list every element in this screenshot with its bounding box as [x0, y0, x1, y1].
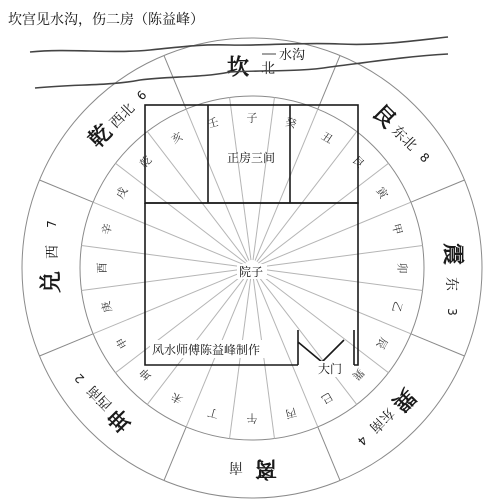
palace-divider: [164, 56, 186, 110]
trigram-qian: [83, 83, 153, 153]
trigram-number: 3: [445, 308, 459, 316]
trigram-dui: [39, 220, 65, 293]
mountain-label: 巳: [318, 389, 336, 407]
palace-divider: [164, 427, 186, 481]
mountain-label: 酉: [95, 262, 109, 274]
palace-divider: [411, 180, 465, 202]
palace-divider: [411, 334, 465, 356]
mountain-label: 壬: [206, 115, 221, 131]
palace-divider: [40, 180, 94, 202]
compass-ray: [259, 271, 411, 334]
courtyard-label: 院子: [239, 265, 264, 279]
compass-ray: [147, 274, 247, 404]
trigram-char: 兑: [39, 270, 65, 294]
compass-ray: [255, 109, 318, 261]
trigram-char: 乾: [84, 119, 118, 154]
water-channel-label: 水沟: [279, 48, 306, 63]
mountain-label: 辛: [99, 222, 115, 237]
palace-divider: [40, 334, 94, 356]
trigram-char: 震: [439, 242, 465, 266]
trigram-char: 艮: [366, 100, 401, 134]
trigram-xun: [351, 383, 420, 452]
trigram-direction: 东: [443, 277, 459, 291]
compass-ray: [93, 202, 245, 265]
compass-ray: [186, 109, 249, 261]
mountain-label: 癸: [283, 115, 298, 131]
main-house-label: 正房三间: [227, 151, 276, 165]
trigram-char: 坎: [226, 55, 250, 81]
trigram-number: 2: [71, 370, 88, 386]
compass-ray: [259, 202, 411, 265]
trigram-number: 7: [45, 220, 59, 228]
compass-ray: [258, 163, 388, 263]
compass-ray: [116, 163, 246, 263]
trigram-kun: [68, 367, 137, 436]
trigram-kan: [227, 56, 275, 81]
trigram-direction: 西: [45, 245, 61, 259]
mountain-label: 坤: [137, 365, 155, 383]
mountain-label: 丁: [206, 405, 221, 421]
trigram-number: 6: [134, 87, 150, 104]
mountain-label: 戌: [113, 184, 131, 202]
trigram-direction: 东北: [388, 123, 420, 155]
trigram-direction: 西南: [84, 381, 116, 413]
palace-divider: [318, 56, 340, 110]
mountain-label: 乙: [389, 299, 405, 314]
mountain-label: 亥: [168, 129, 186, 147]
mountain-label: 丙: [283, 405, 298, 421]
trigram-direction: 东南: [365, 404, 397, 436]
mountain-label: 庚: [99, 299, 115, 314]
trigram-direction: 西北: [107, 100, 139, 132]
gate-symbol: [298, 330, 354, 365]
trigram-direction: 北: [261, 61, 275, 77]
mountain-label: 巽: [349, 365, 367, 383]
trigram-gen: [367, 100, 436, 169]
water-channel-upper-bank: [30, 37, 448, 52]
gate-label: 大门: [318, 362, 343, 376]
mountain-label: 丑: [318, 129, 336, 147]
mountain-label: 艮: [349, 153, 367, 171]
trigram-number: 4: [354, 432, 370, 449]
trigram-li: [229, 456, 277, 481]
mountain-label: 甲: [389, 222, 405, 237]
mountain-label: 辰: [373, 334, 391, 352]
trigram-char: 坤: [103, 402, 138, 436]
mountain-label: 午: [246, 411, 258, 425]
page-title: 坎宫见水沟，伤二房（陈益峰）: [8, 12, 204, 28]
palace-divider: [318, 427, 340, 481]
compass-ray: [257, 274, 357, 404]
trigram-direction: 南: [229, 459, 243, 475]
mountain-label: 申: [113, 334, 131, 352]
trigram-char: 巽: [386, 382, 420, 417]
trigram-zhen: [440, 243, 465, 316]
maker-caption: 风水师傅陈益峰制作: [152, 343, 261, 357]
mountain-label: 乾: [137, 153, 155, 171]
mountain-label: 卯: [395, 262, 409, 274]
trigram-char: 离: [254, 455, 278, 481]
trigram-number: 8: [416, 150, 433, 166]
mountain-label: 寅: [373, 184, 391, 202]
mountain-label: 未: [168, 389, 186, 407]
mountain-label: 子: [246, 111, 258, 125]
compass-ray: [93, 271, 245, 334]
